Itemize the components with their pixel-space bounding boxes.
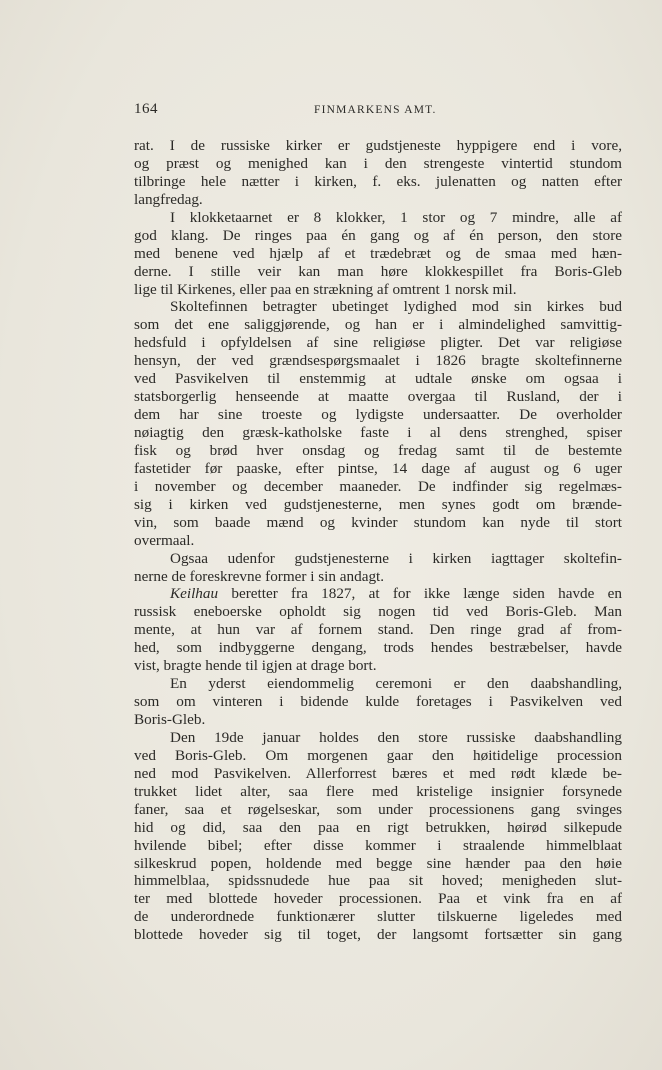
text-line xyxy=(134,496,622,514)
text-line-content: rat. I de russiske kirker er gudstjeneste hyppigere end i vore, xyxy=(134,137,622,154)
emphasized-name: Keilhau xyxy=(170,585,219,603)
text-line-content: ter med blottede hoveder processionen. Paa et vink fra en af xyxy=(134,890,622,908)
text-line xyxy=(134,837,622,855)
text-line xyxy=(134,281,622,299)
text-line-content: beretter fra 1827, at for ikke længe siden havde en xyxy=(231,585,622,603)
text-line xyxy=(134,352,622,370)
text-line xyxy=(134,621,622,639)
text-line xyxy=(134,532,622,550)
text-line xyxy=(134,298,622,316)
text-line xyxy=(134,801,622,819)
text-line-content: Skoltefinnen betragter ubetinget lydighed mod sin kirkes bud xyxy=(170,298,622,316)
text-line-content: En yderst eiendommelig ceremoni er den daabshandling, xyxy=(170,675,622,693)
text-line xyxy=(134,334,622,352)
text-line-content: silkeskrud popen, holdende med begge sine hænder paa den høie xyxy=(134,854,622,872)
text-line xyxy=(134,765,622,783)
body-text xyxy=(134,137,622,944)
text-line xyxy=(134,442,622,460)
text-line xyxy=(134,370,622,388)
text-line xyxy=(134,711,622,729)
text-line-content: fastetider før paaske, efter pintse, 14 dage af august og 6 uger xyxy=(134,459,622,477)
text-line-content: ned mod Pasvikelven. Allerforrest bæres et med rødt klæde be- xyxy=(134,764,622,782)
text-line-content: faner, saa et røgelseskar, som under processionens gang svinges xyxy=(134,800,622,818)
text-line-content: langfredag. xyxy=(134,190,203,208)
text-line-content: overmaal. xyxy=(134,531,195,549)
text-line xyxy=(134,245,622,263)
text-line-content: blottede hoveder sig til toget, der langsomt fortsætter sin gang xyxy=(134,926,622,944)
text-line xyxy=(134,908,622,926)
text-line xyxy=(134,263,622,281)
text-line-content: som om vinteren i bidende kulde foretages i Pasvikelven ved xyxy=(134,693,622,711)
text-line-content: fisk og brød hver onsdag og fredag samt til de bestemte xyxy=(134,441,622,459)
text-line-content: derne. I stille veir kan man høre klokkespillet fra Boris-Gleb xyxy=(134,262,622,280)
text-line xyxy=(134,406,622,424)
text-line xyxy=(134,550,622,568)
text-line-content: trukket lidet alter, saa flere med kristelige insignier forsynede xyxy=(134,782,622,800)
text-line xyxy=(134,855,622,873)
text-line xyxy=(134,568,622,586)
text-line xyxy=(134,514,622,532)
text-line-content: hid og did, saa den paa en rigt betrukken, høirød silkepude xyxy=(134,818,622,836)
text-line xyxy=(134,657,622,675)
text-line-content: god klang. De ringes paa én gang og af én person, den store xyxy=(134,226,622,244)
text-line-content: dem har sine troeste og lydigste undersaatter. De overholder xyxy=(134,406,622,424)
text-line xyxy=(134,155,622,173)
text-line xyxy=(134,460,622,478)
text-line xyxy=(134,819,622,837)
text-line-content: nerne de foreskrevne former i sin andagt. xyxy=(134,567,385,585)
text-line-content: hensyn, der ved grændsespørgsmaalet i 1826 bragte skoltefinnerne xyxy=(134,352,622,370)
text-line-content: ved Pasvikelven til enstemmig at udtale ønske om ogsaa i xyxy=(134,370,622,388)
text-line xyxy=(134,191,622,209)
text-line xyxy=(134,890,622,908)
text-line-content: russisk eneboerske opholdt sig nogen tid ved Boris-Gleb. Man xyxy=(134,603,622,621)
running-head: FINMARKENS AMT. xyxy=(314,104,437,116)
text-line xyxy=(134,478,622,496)
text-line xyxy=(134,693,622,711)
text-line-content: himmelblaa, spidssnudede hue paa sit hoved; menigheden slut- xyxy=(134,872,622,890)
text-line-content: som det ene saliggjørende, og han er i almindelighed samvittig- xyxy=(134,316,622,334)
text-line-content: I klokketaarnet er 8 klokker, 1 stor og 7 mindre, alle af xyxy=(170,208,622,226)
page-header xyxy=(134,101,622,123)
text-line xyxy=(134,675,622,693)
text-line xyxy=(134,639,622,657)
text-line-content: mente, at hun var af fornem stand. Den ringe grad af from- xyxy=(134,621,622,639)
text-line-content: hed, som indbyggerne dengang, trods hendes bestræbelser, havde xyxy=(134,639,622,657)
text-line-content: og præst og menighed kan i den strengeste vintertid stundom xyxy=(134,154,622,172)
text-line-content: hvilende bibel; efter disse kommer i straalende himmelblaat xyxy=(134,836,622,854)
page-number: 164 xyxy=(134,101,158,117)
text-line-content: Den 19de januar holdes den store russiske daabshandling xyxy=(170,728,622,746)
text-line xyxy=(134,872,622,890)
text-line xyxy=(134,585,622,603)
text-line-content: de underordnede funktionærer slutter tilskuerne ligeledes med xyxy=(134,908,622,926)
text-line-content: nøiagtig den græsk-katholske faste i al dens strenghed, spiser xyxy=(134,424,622,441)
text-line xyxy=(134,227,622,245)
text-line xyxy=(134,388,622,406)
text-line-content: tilbringe hele nætter i kirken, f. eks. julenatten og natten efter xyxy=(134,172,622,190)
text-line-content: ved Boris-Gleb. Om morgenen gaar den høitidelige procession xyxy=(134,746,622,764)
text-line-content: i november og december maaneder. De indfinder sig regelmæs- xyxy=(134,477,622,495)
text-line xyxy=(134,729,622,747)
text-line-content: sig i kirken ved gudstjenesterne, men synes godt om brænde- xyxy=(134,495,622,513)
text-line-content: statsborgerlig henseende at maatte overgaa til Rusland, der i xyxy=(134,388,622,406)
text-line xyxy=(134,926,622,944)
text-line-content: hedsfuld i opfyldelsen af sine religiøse pligter. Det var religiøse xyxy=(134,334,622,352)
text-line-content: Ogsaa udenfor gudstjenesterne i kirken iagttager skoltefin- xyxy=(170,549,622,567)
text-line xyxy=(134,316,622,334)
text-line xyxy=(134,783,622,801)
text-line xyxy=(134,209,622,227)
text-line xyxy=(134,747,622,765)
text-line-content: vist, bragte hende til igjen at drage bort. xyxy=(134,657,377,675)
text-line xyxy=(134,137,622,155)
text-line-content: lige til Kirkenes, eller paa en strækning af omtrent 1 norsk mil. xyxy=(134,280,517,298)
text-line-content: med benene ved hjælp af et trædebræt og de smaa med hæn- xyxy=(134,244,622,262)
text-line xyxy=(134,603,622,621)
text-line xyxy=(134,424,622,442)
text-line xyxy=(134,173,622,191)
text-line-content: Boris-Gleb. xyxy=(134,711,206,728)
text-line-content: vin, som baade mænd og kvinder stundom kan nyde til stort xyxy=(134,513,622,531)
